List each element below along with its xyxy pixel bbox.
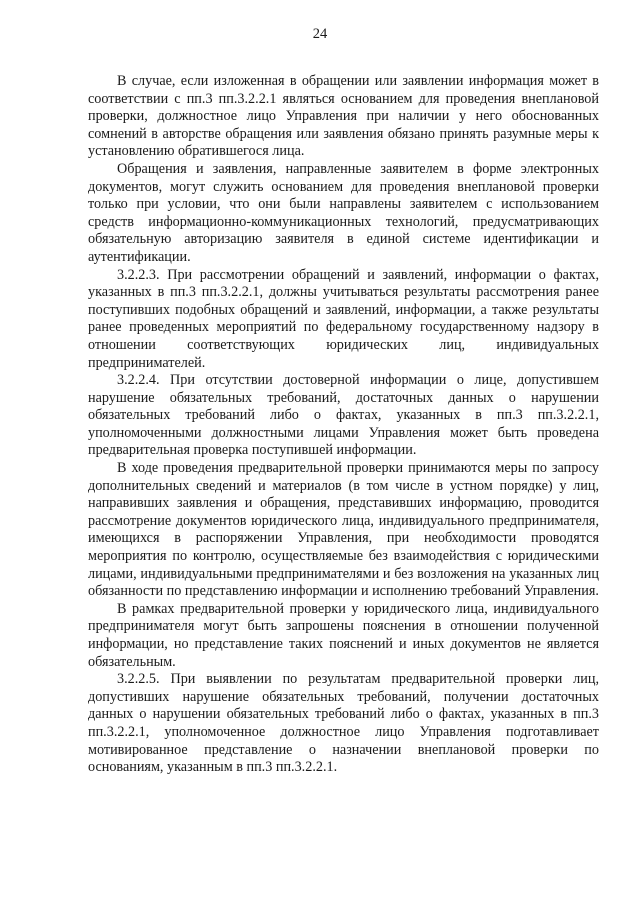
paragraph: В рамках предварительной проверки у юридического лица, индивидуального предпринимателя могут быть запрошены пояснения в отношении полученной информации, но представление таких пояснений и иных документов не является обязательным. xyxy=(88,600,599,670)
paragraph: 3.2.2.5. При выявлении по результатам предварительной проверки лиц, допустивших нарушение обязательных требований, получении достаточных данных о нарушении обязательных требований либо о фактах, указанных в пп.3 пп.3.2.2.1, уполномоченное должностное лицо Управления подготавливает мотивированное представление о назначении внеплановой проверки по основаниям, указанным в пп.3 пп.3.2.2.1. xyxy=(88,671,599,776)
paragraph: В ходе проведения предварительной проверки принимаются меры по запросу дополнительных сведений и материалов (в том числе в устном порядке) у лиц, направивших заявления и обращения, представивших информацию, проводится рассмотрение документов юридического лица, индивидуального предпринимателя, имеющихся в распоряжении Управления, при необходимости проводятся мероприятия по контролю, осуществляемые без взаимодействия с юридическими лицами, индивидуальными предпринимателями и без возложения на указанных лиц обязанности по представлению информации и исполнению требований Управления. xyxy=(88,460,599,600)
paragraph: 3.2.2.4. При отсутствии достоверной информации о лице, допустившем нарушение обязательных требований, достаточных данных о нарушении обязательных требований либо о фактах, указанных в пп.3 пп.3.2.2.1, уполномоченными должностными лицами Управления может быть проведена предварительная проверка поступившей информации. xyxy=(88,372,599,459)
paragraph: 3.2.2.3. При рассмотрении обращений и заявлений, информации о фактах, указанных в пп.3 пп.3.2.2.1, должны учитываться результаты рассмотрения ранее поступивших подобных обращений и заявлений, информации, а также результаты ранее проведенных мероприятий по федеральному государственному надзору в отношении соответствующих юридических лиц, индивидуальных предпринимателей. xyxy=(88,266,599,371)
document-body xyxy=(88,73,599,777)
paragraph: Обращения и заявления, направленные заявителем в форме электронных документов, могут служить основанием для проведения внеплановой проверки только при условии, что они были направлены заявителем с использованием средств информационно-коммуникационных технологий, предусматривающих обязательную авторизацию заявителя в единой системе идентификации и аутентификации. xyxy=(88,160,599,265)
paragraph: В случае, если изложенная в обращении или заявлении информация может в соответствии с пп.3 пп.3.2.2.1 являться основанием для проведения внеплановой проверки, должностное лицо Управления при наличии у него обоснованных сомнений в авторстве обращения или заявления обязано принять разумные меры к установлению обратившегося лица. xyxy=(88,73,599,160)
page-number: 24 xyxy=(312,26,328,42)
